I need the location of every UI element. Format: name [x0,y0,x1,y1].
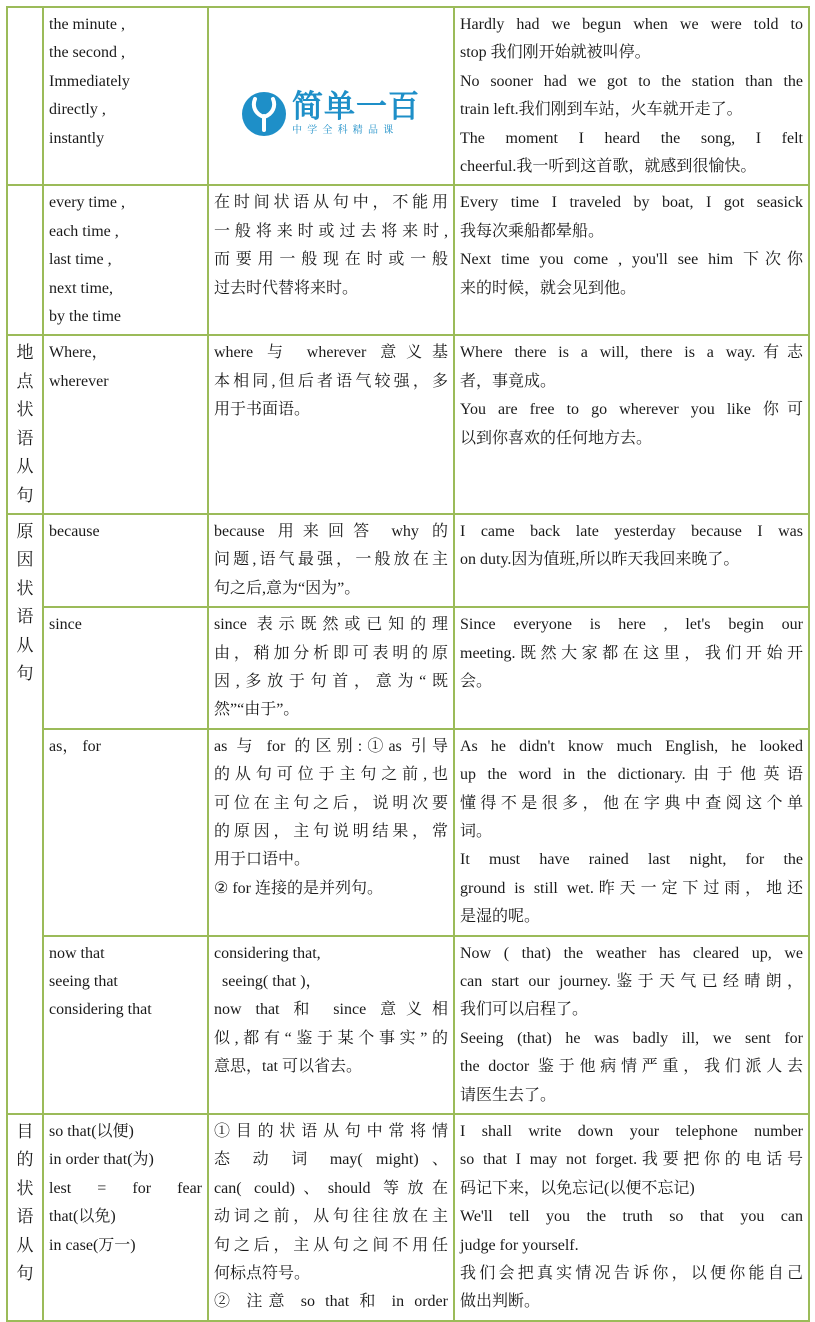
table-row [7,729,809,936]
example-line: 是湿的呢。 [460,908,541,926]
usage-line: 何标点符号。 [214,1265,311,1283]
category-char: 点 [16,371,34,391]
example-cell [454,7,809,185]
category-cell [7,1114,43,1321]
example-line: 会。 [460,672,493,690]
usage-line: 然”“由于”。 [214,701,300,719]
example-line: cheerful.我一听到这首歌，就感到很愉快。 [460,158,757,176]
example-line: Every time I traveled by boat, I got seasick [460,194,803,212]
usage-line: 一般将来时或过去将来时, [214,222,448,240]
usage-line: 本相同,但后者语气较强，多 [214,372,448,390]
usage-cell [208,7,454,185]
category-char: 句 [16,663,34,683]
table-row [7,936,809,1114]
conjunction-word: instantly [49,129,105,147]
example-line: As he didn't know much English, he looked [460,737,803,755]
example-cell [454,514,809,607]
logo-subtitle: 中学全科精品课 [292,125,399,137]
usage-line: 态 动 词 may( might) 、 [214,1151,448,1169]
conjunction-cell [43,607,208,729]
example-line: 我们会把真实情况告诉你，以便你能自己 [460,1265,803,1283]
usage-line: 由，稍加分析即可表明的原 [214,644,448,662]
example-cell [454,607,809,729]
usage-line: now that 和 since 意义相 [214,1001,448,1019]
example-cell [454,729,809,936]
example-line: 以到你喜欢的任何地方去。 [460,429,653,447]
conjunction-word: in order that(为) [49,1151,154,1169]
usage-line: 用于书面语。 [214,401,311,419]
conjunction-word: that(以免) [49,1208,116,1226]
usage-cell [208,936,454,1114]
conjunction-word: by the time [49,308,121,326]
usage-line: 似,都有“鉴于某个事实”的 [214,1029,448,1047]
usage-cell [208,729,454,936]
example-line: Where there is a will, there is a way.有志 [460,344,803,362]
usage-cell [208,1114,454,1321]
example-line: 我每次乘船都晕船。 [460,222,605,240]
conjunction-word: the minute , [49,16,125,33]
example-line: The moment I heard the song, I felt [460,129,803,147]
conjunction-word: directly , [49,101,106,119]
grammar-table [6,6,810,1322]
usage-line: 意思，tat 可以省去。 [214,1058,362,1076]
usage-line: ② 注意 so that 和 in order [214,1293,448,1311]
example-cell [454,936,809,1114]
usage-cell [208,514,454,607]
usage-line: 在时间状语从句中，不能用 [214,194,448,212]
conjunction-word: last time , [49,251,112,269]
example-line: 来的时候，就会见到他。 [460,279,637,297]
usage-line: 句之后,意为“因为”。 [214,579,361,597]
conjunction-cell [43,7,208,185]
category-char: 原 [16,521,34,541]
table-row [7,514,809,607]
conjunction-word: since [49,616,82,634]
usage-line: considering that, [214,944,321,962]
conjunction-cell [43,514,208,607]
table-row [7,607,809,729]
example-line: No sooner had we got to the station than the [460,72,803,90]
conjunction-cell [43,335,208,513]
example-line: We'll tell you the truth so that you can [460,1208,803,1226]
example-line: the doctor 鉴于他病情严重，我们派人去 [460,1058,803,1076]
usage-line: 可位在主句之后，说明次要 [214,794,448,812]
usage-line: 的从句可位于主句之前,也 [214,766,448,784]
example-line: 懂得不是很多，他在字典中查阅这个单 [460,794,803,812]
usage-line: 的原因，主句说明结果，常 [214,822,448,840]
example-cell [454,1114,809,1321]
usage-line: 句之后，主从句之间不用任 [214,1236,448,1254]
category-char: 目 [16,1122,34,1142]
example-line: judge for yourself. [460,1236,579,1254]
category-char: 地 [16,343,34,363]
example-cell [454,185,809,335]
usage-line: ② for 连接的是并列句。 [214,879,384,897]
logo-title: 简单一百 [292,89,420,126]
conjunction-word: next time, [49,279,113,297]
conjunction-word: each time , [49,222,119,240]
example-line: Next time you come , you'll see him 下次你 [460,251,803,269]
usage-line: seeing( that )， [214,973,322,990]
conjunction-cell [43,729,208,936]
category-char: 句 [16,1264,34,1284]
example-line: train left.我们刚到车站，火车就开走了。 [460,101,743,119]
example-line: Now ( that) the weather has cleared up, we [460,944,803,962]
example-line: meeting.既然大家都在这里，我们开始开 [460,644,803,662]
category-char: 状 [16,1178,34,1198]
example-line: Since everyone is here , let's begin our [460,616,803,634]
conjunction-word: Immediately [49,72,130,90]
usage-line: 因,多放于句首，意为“既 [214,672,448,690]
example-line: can start our journey.鉴于天气已经晴朗， [460,973,803,990]
example-line: 我们可以启程了。 [460,1001,589,1019]
example-line: Hardly had we begun when we were told to [460,16,803,33]
example-line: 码记下来，以免忘记(以便不忘记) [460,1179,695,1197]
example-line: stop 我们刚开始就被叫停。 [460,44,651,62]
conjunction-word: so that(以便) [49,1123,134,1141]
example-line: 请医生去了。 [460,1086,557,1104]
category-cell [7,185,43,335]
usage-line: 过去时代替将来时。 [214,279,359,297]
category-char: 因 [16,550,34,570]
conjunction-cell [43,936,208,1114]
conjunction-word: now that [49,944,105,962]
conjunction-word: as， for [49,737,101,755]
usage-line: since 表示既然或已知的理 [214,616,448,634]
usage-line: 动词之前，从句往往放在主 [214,1208,448,1226]
example-line: 者，事竟成。 [460,372,557,390]
example-line: Seeing (that) he was badly ill, we sent for [460,1029,803,1047]
table-row [7,1114,809,1321]
category-char: 从 [16,635,34,655]
usage-line: ①目的状语从句中常将情 [214,1123,448,1141]
category-char: 从 [16,457,34,477]
conjunction-word: the second , [49,44,125,62]
conjunction-cell [43,1114,208,1321]
category-char: 语 [16,428,34,448]
example-line: up the word in the dictionary.由于他英语 [460,766,803,784]
conjunction-word: wherever [49,372,109,390]
conjunction-word: Where， [49,344,108,362]
category-cell [7,7,43,185]
usage-line: can( could)、should 等放在 [214,1179,448,1197]
usage-cell [208,607,454,729]
example-line: 词。 [460,822,493,840]
conjunction-word: because [49,522,100,540]
example-line: ground is still wet.昨天一定下过雨，地还 [460,879,803,897]
example-line: on duty.因为值班,所以昨天我回来晚了。 [460,551,740,569]
usage-line: because 用来回答 why 的 [214,522,448,540]
category-char: 的 [16,1150,34,1170]
usage-line: 问题,语气最强，一般放在主 [214,551,448,569]
example-cell [454,335,809,513]
category-char: 从 [16,1235,34,1255]
example-line: I shall write down your telephone number [460,1123,803,1141]
usage-line: 用于口语中。 [214,851,311,869]
usage-line: 而要用一般现在时或一般 [214,251,448,269]
category-char: 句 [16,485,34,505]
table-row [7,185,809,335]
example-line: I came back late yesterday because I was [460,522,803,540]
category-cell [7,514,43,1114]
conjunction-word: lest = for fear [49,1179,202,1197]
usage-cell [208,185,454,335]
usage-line: where 与 wherever 意义基 [214,344,448,362]
conjunction-word: considering that [49,1001,152,1019]
usage-line: as 与 for 的区别:①as 引导 [214,737,448,755]
category-cell [7,335,43,513]
example-line: 做出判断。 [460,1293,541,1311]
brand-logo [214,54,448,138]
table-row [7,335,809,513]
category-char: 状 [16,400,34,420]
example-line: It must have rained last night, for the [460,851,803,869]
conjunction-word: seeing that [49,973,118,990]
usage-cell [208,335,454,513]
category-char: 语 [16,607,34,627]
conjunction-word: in case(万一) [49,1236,136,1254]
category-char: 状 [16,578,34,598]
conjunction-cell [43,185,208,335]
category-char: 语 [16,1207,34,1227]
example-line: You are free to go wherever you like 你可 [460,401,803,419]
table-row [7,7,809,185]
example-line: so that I may not forget.我要把你的电话号 [460,1151,803,1169]
y-leaf-icon [242,92,286,136]
conjunction-word: every time , [49,194,125,212]
